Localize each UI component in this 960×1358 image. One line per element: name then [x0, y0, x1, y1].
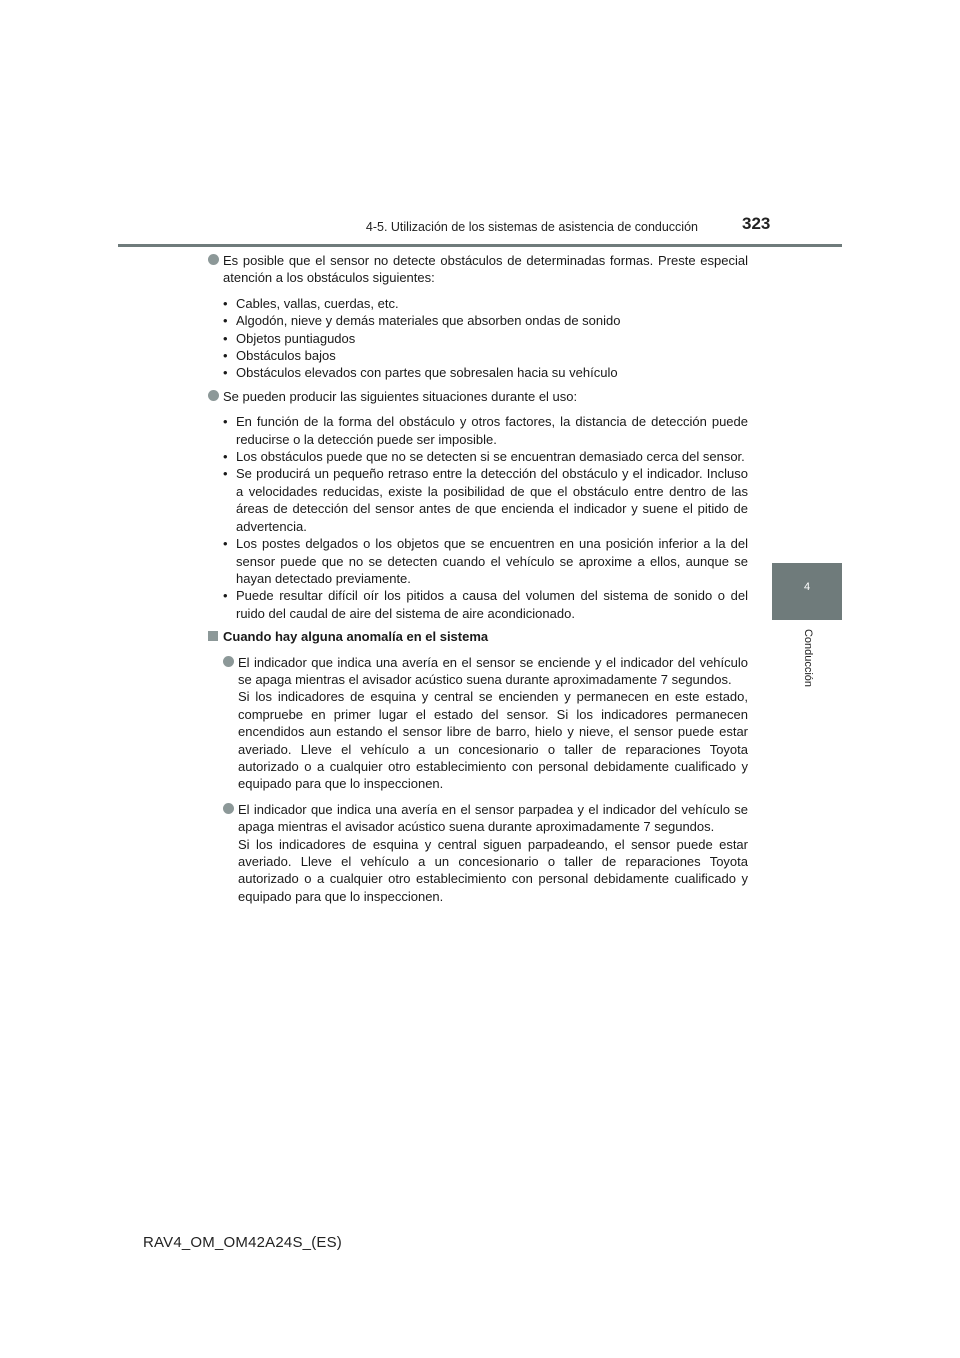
list-item: [223, 330, 748, 347]
bullet-text: Se pueden producir las siguientes situaciones durante el uso:: [223, 388, 578, 404]
bullet-text: Si los indicadores de esquina y central se encienden y permanecen en este estado, compruebe en primer lugar el estado del sensor. Si los indicadores permanecen encendidos aun estando el sensor libre de barro, hielo y nieve, el sensor puede estar averiado. Lleve el vehículo a un concesionario o taller de reparaciones Toyota autorizado o a cualquier otro establecimiento con personal debidamente cualificado y equipado para que lo inspeccionen.: [238, 689, 748, 792]
bullet-dot-icon: [223, 803, 234, 814]
bullet-dot-icon: [208, 254, 219, 265]
sub-list: [223, 413, 748, 622]
header-divider: [118, 244, 842, 247]
list-item-text: Algodón, nieve y demás materiales que absorben ondas de sonido: [236, 313, 621, 329]
list-item-text: Los obstáculos puede que no se detecten si se encuentran demasiado cerca del sensor.: [236, 449, 745, 465]
list-marker: •: [223, 313, 228, 329]
list-item-text: Objetos puntiagudos: [236, 330, 356, 346]
list-item-text: Puede resultar difícil oír los pitidos a causa del volumen del sistema de sonido o del ruido del caudal de aire del sistema de aire acondicionado.: [236, 588, 748, 621]
bullet-text: Es posible que el sensor no detecte obstáculos de determinadas formas. Preste especial atención a los obstáculos siguientes:: [223, 253, 748, 286]
list-marker: •: [223, 536, 228, 552]
list-item: [223, 295, 748, 312]
list-marker: •: [223, 414, 228, 430]
list-marker: •: [223, 466, 228, 482]
list-item: [223, 364, 748, 381]
chapter-number: 4: [803, 581, 811, 593]
list-marker: •: [223, 295, 228, 311]
bullet-paragraph: [208, 388, 748, 405]
bullet-dot-icon: [223, 656, 234, 667]
list-item: [223, 347, 748, 364]
list-item: [223, 312, 748, 329]
list-item: [223, 587, 748, 622]
chapter-label-container: [800, 630, 816, 690]
list-marker: •: [223, 588, 228, 604]
page-content: [208, 252, 748, 913]
sub-list: [223, 295, 748, 382]
section-heading-text: Cuando hay alguna anomalía en el sistema: [223, 629, 489, 645]
list-item-text: Obstáculos bajos: [236, 348, 336, 364]
chapter-tab: [772, 563, 842, 620]
square-bullet-icon: [208, 631, 218, 641]
page-number: 323: [742, 214, 771, 233]
list-item: [223, 465, 748, 535]
list-marker: •: [223, 330, 228, 346]
section-heading: [208, 628, 748, 645]
bullet-text: Si los indicadores de esquina y central siguen parpadeando, el sensor puede estar averiado. Lleve el vehículo a un concesionario o taller de reparaciones Toyota autorizado o a cualquier otro establecimiento con personal debidamente cualificado y equipado para que lo inspeccionen.: [238, 836, 748, 904]
bullet-paragraph: [223, 654, 748, 793]
list-marker: •: [223, 449, 228, 465]
bullet-dot-icon: [208, 390, 219, 401]
bullet-text: El indicador que indica una avería en el sensor parpadea y el indicador del vehículo se apaga mientras el avisador acústico suena durante aproximadamente 7 segundos.: [238, 801, 748, 835]
list-item: [223, 413, 748, 448]
list-item: [223, 448, 748, 465]
bullet-text: El indicador que indica una avería en el sensor se enciende y el indicador del vehículo se apaga mientras el avisador acústico suena durante aproximadamente 7 segundos.: [238, 654, 748, 687]
list-item: [223, 535, 748, 587]
section-body: [223, 654, 748, 906]
document-code: RAV4_OM_OM42A24S_(ES): [143, 1234, 343, 1251]
list-marker: •: [223, 365, 228, 381]
section-title: 4-5. Utilización de los sistemas de asistencia de conducción: [365, 220, 698, 234]
bullet-paragraph: [208, 252, 748, 287]
list-item-text: Se producirá un pequeño retraso entre la detección del obstáculo y el indicador. Incluso a velocidades reducidas, existe la posibilidad de que el obstáculo entre dentro de las áreas de detección del sensor antes de que encienda el indicador y suene el pitido de advertencia.: [236, 466, 748, 534]
page-header: [0, 210, 960, 240]
list-item-text: Cables, vallas, cuerdas, etc.: [236, 295, 399, 311]
chapter-label: Conducción: [802, 628, 814, 688]
list-item-text: Los postes delgados o los objetos que se encuentren en una posición inferior a la del sensor puede que no se detecten cuando el vehículo se aproxime a ellos, aunque se hayan detectado previamente.: [236, 536, 748, 586]
list-marker: •: [223, 348, 228, 364]
list-item-text: En función de la forma del obstáculo y otros factores, la distancia de detección puede reducirse o la detección puede ser imposible.: [236, 414, 748, 447]
list-item-text: Obstáculos elevados con partes que sobresalen hacia su vehículo: [236, 365, 618, 381]
bullet-paragraph: [223, 801, 748, 905]
